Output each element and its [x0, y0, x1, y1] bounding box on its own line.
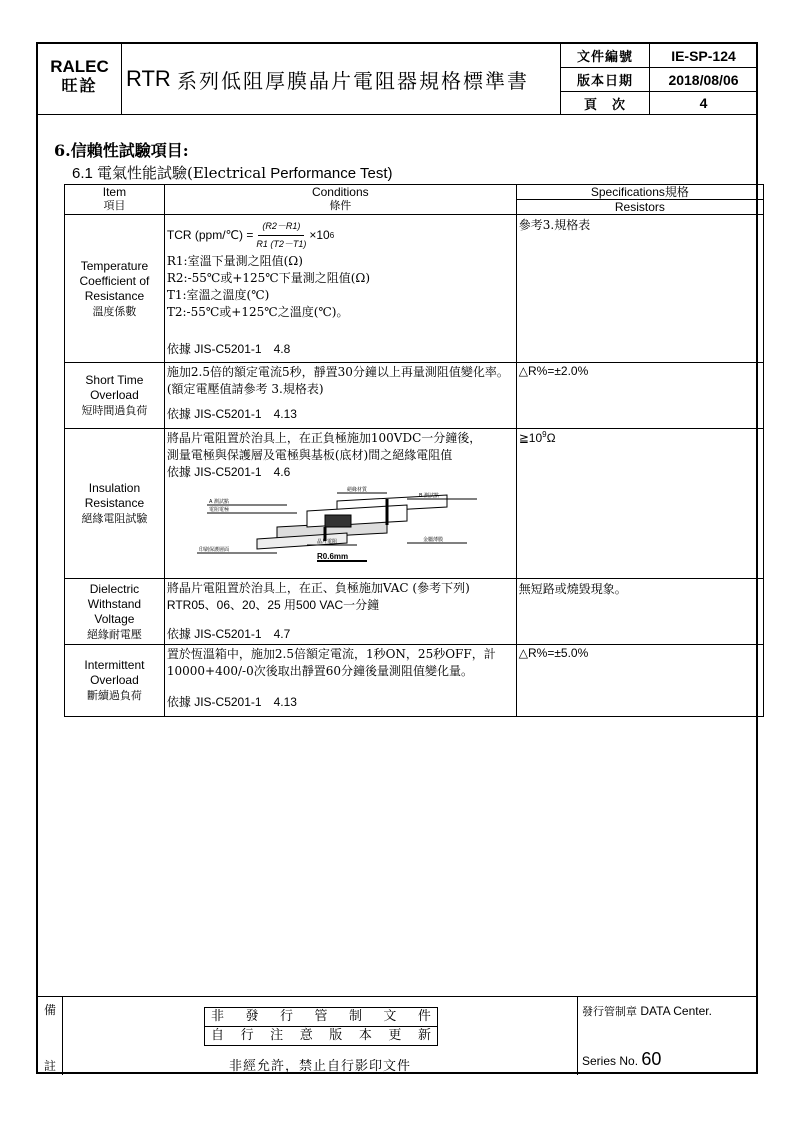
svg-text:晶片電阻: 晶片電阻 — [316, 539, 337, 545]
meta-label: 頁 次 — [561, 92, 650, 114]
spec-cell: △R%=±5.0% — [516, 645, 763, 717]
company-logo — [38, 44, 122, 114]
conditions-cell: 置於恆溫箱中，施加2.5倍額定電流，1秒ON，25秒OFF，計10000+400/-0次後取出靜置60分鐘後量測阻值變化量。 依據 JIS-C5201-1 4.13 — [164, 645, 516, 717]
logo-chinese: 旺詮 — [61, 76, 98, 95]
item-cell: Short Time Overload 短時間過負荷 — [65, 363, 165, 429]
table-row — [65, 215, 764, 363]
page-frame — [36, 42, 758, 1074]
stamp-value: DATA Center. — [640, 1004, 712, 1018]
subtitle-chinese: 電氣性能試驗(Electrical — [97, 164, 267, 182]
title-prefix: RTR — [126, 66, 171, 91]
copyright-notice: 非經允許，禁止自行影印文件 — [228, 1059, 411, 1074]
issuance-stamp — [577, 997, 757, 1075]
insulation-test-fixture-diagram — [187, 481, 487, 565]
meta-label: 版本日期 — [561, 68, 650, 91]
spec-cell: △R%=±2.0% — [516, 363, 763, 429]
spec-cell: 無短路或燒毀現象。 — [516, 579, 763, 645]
conditions-cell: 將晶片電阻置於治具上，在正、負極施加VAC (參考下列) RTR05、06、20、25 用500 VAC一分鐘 依據 JIS-C5201-1 4.7 — [164, 579, 516, 645]
svg-text:A 測試點: A 測試點 — [208, 499, 229, 505]
conditions-cell: 施加2.5倍的額定電流5秒，靜置30分鐘以上再量測阻值變化率。(額定電壓值請參考 3.規格表) 依據 JIS-C5201-1 4.13 — [164, 363, 516, 429]
subtitle-english: Performance Test) — [270, 165, 393, 182]
svg-text:B 測試點: B 測試點 — [418, 493, 439, 499]
spec-cell: $≧10^9\Omega$ — [516, 429, 763, 579]
remarks-label: 備 註 — [38, 997, 63, 1075]
spec-cell: 參考3.規格表 — [516, 215, 763, 363]
meta-value: 2018/08/06 — [668, 71, 739, 88]
document-title — [122, 44, 566, 114]
series-label: Series No. — [582, 1054, 639, 1068]
logo-english: RALEC — [50, 57, 109, 76]
item-cell: Insulation Resistance 絕緣電阻試驗 — [65, 429, 165, 579]
svg-text:金屬薄膜: 金屬薄膜 — [422, 537, 443, 543]
section-title: 6.信賴性試驗項目: — [54, 141, 189, 160]
series-number: 60 — [641, 1049, 662, 1069]
item-cell: Intermittent Overload 斷續過負荷 — [65, 645, 165, 717]
table-row — [65, 645, 764, 717]
title-text: 系列低阻厚膜晶片電阻器規格標準書 — [176, 68, 529, 93]
header-conditions: Conditions 條件 — [164, 185, 516, 215]
table-row — [65, 579, 764, 645]
tcr-formula: TCR (ppm/℃) = $\frac{(R2-R1)}{R1 (T2-T1)}$ ×10 6 — [167, 218, 514, 253]
table-header-row — [65, 185, 764, 215]
document-header — [38, 44, 756, 115]
table-row — [65, 363, 764, 429]
electrical-performance-table — [64, 184, 764, 717]
meta-doc-number — [561, 44, 757, 68]
conditions-cell: 將晶片電阻置於治具上，在正負極施加100VDC一分鐘後， 測量電極與保護層及電極與基板(底材)間之絕緣電阻值 依據 JIS-C5201-1 4.6 A 測試點 電阻電極 絕緣材質 B 測試點 晶片電阻 印刷保護層面 金屬薄膜 R0.6mm — [164, 429, 516, 579]
stamp-label: 發行管制章 — [582, 1005, 637, 1018]
conditions-cell: TCR (ppm/℃) = $\frac{(R2-R1)}{R1 (T2-T1)}$ ×10 6 R1:室溫下量測之阻值(Ω) R2:-55℃或+125℃下量測之阻值(Ω) T1:室溫之溫度(℃) T2:-55℃或+125℃之溫度(℃)。 依據 JIS-C5201-1 4.8 — [164, 215, 516, 363]
subtitle-number: 6.1 — [72, 165, 93, 182]
header-item: Item 項目 — [65, 185, 165, 215]
item-cell: Temperature Coefficient of Resistance 溫度係數 — [65, 215, 165, 363]
svg-text:絕緣材質: 絕緣材質 — [346, 487, 367, 493]
meta-label: 文件編號 — [561, 44, 650, 67]
document-meta — [560, 44, 757, 114]
meta-value: 4 — [699, 95, 708, 111]
svg-text:印刷保護層面: 印刷保護層面 — [198, 547, 229, 553]
document-footer — [38, 996, 756, 1075]
remarks-area — [63, 997, 577, 1075]
meta-value: IE-SP-124 — [671, 47, 736, 64]
svg-text:R0.6mm: R0.6mm — [316, 552, 348, 561]
meta-version-date — [561, 68, 757, 92]
uncontrolled-notice: 非 發 行 管 制 文 件 自 行 注 意 版 本 更 新 — [204, 1007, 438, 1046]
table-row — [65, 429, 764, 579]
header-specifications: Specifications規格 Resistors — [516, 185, 763, 215]
meta-page — [561, 92, 757, 114]
svg-text:電阻電極: 電阻電極 — [208, 507, 229, 513]
section-subtitle — [72, 162, 393, 183]
item-cell: Dielectric Withstand Voltage 絕緣耐電壓 — [65, 579, 165, 645]
